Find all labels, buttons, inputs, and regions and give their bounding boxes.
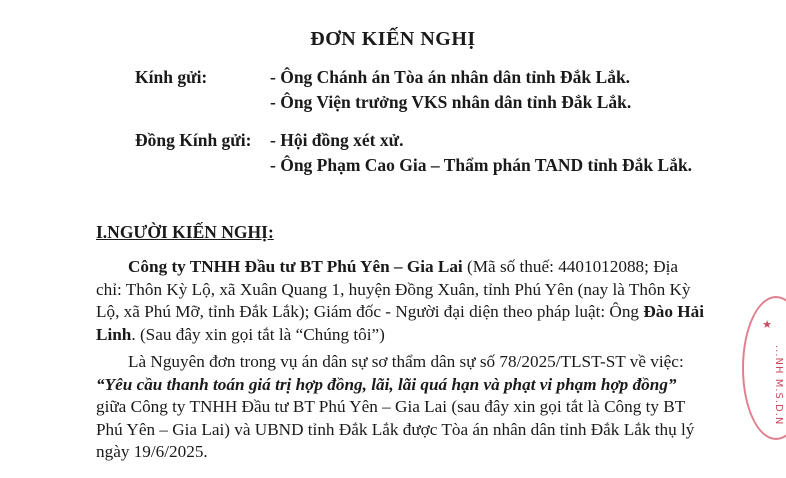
representative-name-last: Linh	[96, 324, 132, 344]
plaintiff-paragraph	[96, 351, 700, 464]
recipients-label: Kính gửi:	[135, 67, 208, 87]
recipient-item: - Ông Viện trưởng VKS nhân dân tỉnh Đắk Lắk.	[270, 92, 632, 112]
seal-star: ★	[762, 318, 772, 331]
seal-text: ...NH M.S.D.N	[773, 345, 784, 426]
recipient-item: - Ông Chánh án Tòa án nhân dân tỉnh Đắk Lắk.	[270, 67, 631, 87]
address-line: chỉ: Thôn Kỳ Lộ, xã Xuân Quang 1, huyện Đồng Xuân, tỉnh Phú Yên (nay là Thôn Kỳ	[96, 279, 691, 299]
company-name: Công ty TNHH Đầu tư BT Phú Yên – Gia Lai	[128, 257, 463, 276]
section-heading: I.NGƯỜI KIẾN NGHỊ:	[96, 222, 274, 242]
cc-item: - Ông Phạm Cao Gia – Thẩm phán TAND tỉnh Đắk Lắk.	[270, 155, 693, 175]
acceptance-date: ngày 19/6/2025.	[96, 442, 208, 462]
case-subject: “Yêu cầu thanh toán giá trị hợp đồng, lãi, lãi quá hạn và phạt vi phạm hợp đồng”	[96, 374, 677, 394]
parties-line-cont: Phú Yên – Gia Lai) và UBND tỉnh Đắk Lắk được Tòa án nhân dân tỉnh Đắk Lắk thụ lý	[96, 419, 695, 439]
alias-note: . (Sau đây xin gọi tắt là “Chúng tôi”)	[131, 324, 385, 344]
case-line: Là Nguyên đơn trong vụ án dân sự sơ thẩm dân sự số 78/2025/TLST-ST về việc:	[128, 352, 684, 371]
tax-info: (Mã số thuế: 4401012088; Địa	[462, 257, 679, 276]
representative-name: Đào Hải	[643, 302, 704, 322]
petitioner-paragraph	[96, 256, 704, 346]
cc-label: Đồng Kính gửi:	[135, 130, 252, 150]
parties-line: giữa Công ty TNHH Đầu tư BT Phú Yên – Gia Lai (sau đây xin gọi tắt là Công ty BT	[96, 397, 686, 417]
cc-item: - Hội đồng xét xử.	[270, 130, 404, 150]
address-line-cont: Lộ, xã Phú Mỡ, tỉnh Đắk Lắk); Giám đốc - Người đại diện theo pháp luật: Ông	[96, 302, 644, 322]
document-title: ĐƠN KIẾN NGHỊ	[310, 28, 476, 50]
